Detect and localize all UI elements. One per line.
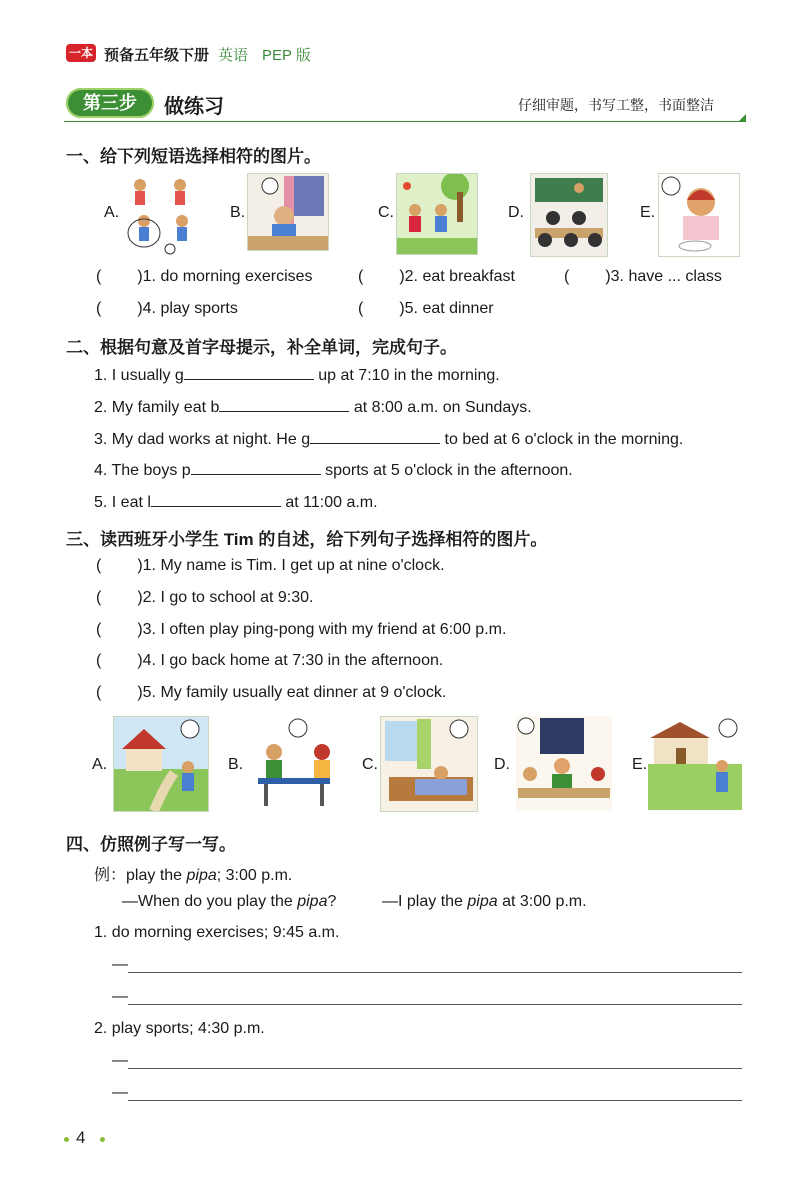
- s3-pic-label-a: A.: [92, 756, 108, 773]
- paren-close: ): [137, 621, 143, 638]
- section4-heading: 四、仿照例子写一写。: [66, 835, 236, 854]
- divider: [64, 121, 744, 122]
- s1-picture-e: [658, 173, 740, 257]
- section3-heading: 三、读西班牙小学生 Tim 的自述，给下列句子选择相符的图片。: [66, 530, 548, 549]
- paren-open: (: [564, 268, 570, 285]
- s4-example-question: [122, 893, 336, 911]
- item-text: 4. I go back home at 7:30 in the afternoon.: [142, 652, 444, 669]
- s3-pic-label-d: D.: [494, 756, 510, 773]
- item-before: 2. My family eat b: [94, 399, 220, 416]
- example-italic: pipa: [467, 893, 498, 910]
- book-title: 预备五年级下册: [104, 47, 210, 64]
- step-title: 做练习: [164, 96, 224, 118]
- s1-pic-label-d: D.: [508, 204, 524, 221]
- s3-pic-label-c: C.: [362, 756, 378, 773]
- s1-item-5: [358, 300, 494, 318]
- item-text: 3. have ... class: [610, 268, 722, 285]
- s1-pic-label-e: E.: [640, 204, 656, 221]
- s1-item-4: [96, 300, 238, 318]
- blank-field[interactable]: [219, 397, 349, 412]
- paren-close: ): [137, 557, 143, 574]
- s1-picture-a: [122, 173, 200, 255]
- s1-item-1: [96, 268, 313, 286]
- writing-line[interactable]: [128, 1068, 742, 1069]
- answer-dash: —: [112, 1052, 128, 1069]
- s3-picture-e: [648, 716, 742, 810]
- paren-close: ): [137, 684, 143, 701]
- item-text: 1. My name is Tim. I get up at nine o'clock.: [142, 557, 445, 574]
- s3-picture-d: [516, 716, 612, 810]
- example-text: ; 3:00 p.m.: [216, 867, 293, 884]
- paren-open: (: [358, 300, 364, 317]
- divider-tick: [738, 114, 746, 122]
- item-after: up at 7:10 in the morning.: [313, 367, 500, 384]
- paren-open: (: [96, 300, 102, 317]
- series-badge: 一本: [66, 44, 96, 62]
- s3-picture-b: [248, 716, 340, 810]
- s4-example-prompt: [94, 862, 292, 885]
- paren-open: (: [96, 557, 102, 574]
- example-label: 例：: [94, 867, 127, 884]
- paren-open: (: [96, 652, 102, 669]
- page-dot-left: [64, 1137, 69, 1142]
- item-before: 5. I eat l: [94, 494, 151, 511]
- answer-dash: —: [112, 988, 128, 1005]
- item-text: 5. My family usually eat dinner at 9 o'clock.: [142, 684, 447, 701]
- paren-close: ): [137, 268, 143, 285]
- s3-picture-a: [113, 716, 209, 812]
- s4-q2: 2. play sports; 4:30 p.m.: [94, 1020, 265, 1037]
- item-after: sports at 5 o'clock in the afternoon.: [320, 462, 573, 479]
- section1-heading: 一、给下列短语选择相符的图片。: [66, 147, 321, 166]
- blank-field[interactable]: [151, 492, 281, 507]
- s2-item-4: [94, 460, 573, 480]
- s2-item-1: [94, 365, 500, 385]
- page-dot-right: [100, 1137, 105, 1142]
- answer-dash: —: [112, 956, 128, 973]
- item-text: 4. play sports: [142, 300, 238, 317]
- s3-item-1: [96, 557, 445, 575]
- s3-pic-label-e: E.: [632, 756, 648, 773]
- s1-pic-label-b: B.: [230, 204, 246, 221]
- s3-item-4: [96, 652, 443, 670]
- example-italic: pipa: [297, 893, 328, 910]
- step-motto: 仔细审题，书写工整，书面整洁: [518, 98, 714, 114]
- answer-dash: —: [112, 1084, 128, 1101]
- item-before: 3. My dad works at night. He g: [94, 431, 311, 448]
- s3-item-3: [96, 621, 506, 639]
- s3-picture-c: [380, 716, 478, 812]
- s1-pic-label-a: A.: [104, 204, 120, 221]
- s2-item-2: [94, 397, 532, 417]
- item-text: 1. do morning exercises: [142, 268, 313, 285]
- item-text: 2. eat breakfast: [404, 268, 515, 285]
- edition-label: PEP 版: [262, 47, 311, 64]
- paren-close: ): [605, 268, 611, 285]
- example-q: —When do you play the: [122, 893, 298, 910]
- item-before: 1. I usually g: [94, 367, 184, 384]
- writing-line[interactable]: [128, 1004, 742, 1005]
- s3-item-2: [96, 589, 313, 607]
- item-before: 4. The boys p: [94, 462, 191, 479]
- s1-picture-b: [247, 173, 329, 251]
- paren-open: (: [358, 268, 364, 285]
- item-after: at 11:00 a.m.: [280, 494, 378, 511]
- s2-item-3: [94, 429, 683, 449]
- example-italic: pipa: [186, 867, 217, 884]
- page-number: 4: [76, 1128, 86, 1147]
- blank-field[interactable]: [184, 365, 314, 380]
- example-q: ?: [327, 893, 337, 910]
- item-after: at 8:00 a.m. on Sundays.: [349, 399, 532, 416]
- paren-close: ): [137, 300, 143, 317]
- s4-example-answer: [382, 893, 587, 911]
- blank-field[interactable]: [191, 460, 321, 475]
- item-text: 5. eat dinner: [404, 300, 494, 317]
- example-a: —I play the: [382, 893, 468, 910]
- s1-pic-label-c: C.: [378, 204, 394, 221]
- writing-line[interactable]: [128, 972, 742, 973]
- paren-close: ): [399, 300, 405, 317]
- item-text: 3. I often play ping-pong with my friend at 6:00 p.m.: [142, 621, 507, 638]
- paren-open: (: [96, 268, 102, 285]
- paren-open: (: [96, 589, 102, 606]
- s1-item-2: [358, 268, 515, 286]
- example-a: at 3:00 p.m.: [497, 893, 587, 910]
- paren-open: (: [96, 621, 102, 638]
- s1-item-3: [564, 268, 722, 286]
- subject-label: 英语: [218, 47, 249, 64]
- s3-item-5: [96, 684, 446, 702]
- item-after: to bed at 6 o'clock in the morning.: [440, 431, 684, 448]
- s3-pic-label-b: B.: [228, 756, 244, 773]
- step-pill: 第三步: [66, 88, 154, 118]
- paren-open: (: [96, 684, 102, 701]
- item-text: 2. I go to school at 9:30.: [142, 589, 314, 606]
- s1-picture-d: [530, 173, 608, 257]
- s1-picture-c: [396, 173, 478, 255]
- paren-close: ): [137, 652, 143, 669]
- example-text: play the: [126, 867, 187, 884]
- paren-close: ): [399, 268, 405, 285]
- paren-close: ): [137, 589, 143, 606]
- s2-item-5: [94, 492, 378, 512]
- section2-heading: 二、根据句意及首字母提示，补全单词，完成句子。: [66, 338, 457, 357]
- writing-line[interactable]: [128, 1100, 742, 1101]
- s4-q1: 1. do morning exercises; 9:45 a.m.: [94, 924, 340, 941]
- blank-field[interactable]: [310, 429, 440, 444]
